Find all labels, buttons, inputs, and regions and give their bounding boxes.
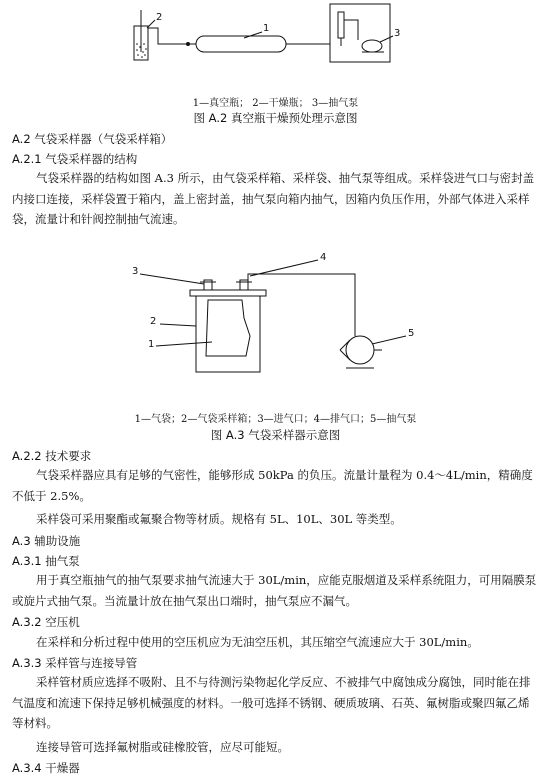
fig-a2-label-2: 2 [156,12,163,23]
pump-box [330,4,390,62]
section-a33-body2: 连接导管可选择氟树脂或硅橡胶管，应尽可能短。 [36,740,289,754]
sampling-box [196,296,260,372]
figure-a2-diagram [0,0,551,92]
sealing-lid [190,290,266,296]
figure-a3-title: 图 A.3 气袋采样器示意图 [210,428,341,442]
figure-a3-diagram [0,244,551,404]
figure-a3-legend: 1—气袋；2—气袋采样箱；3—进气口；4—排气口；5—抽气泵 [134,414,417,425]
section-a33-heading: A.3.3 采样管与连接导管 [12,656,138,670]
fig-a3-label-4: 4 [320,252,327,263]
section-a33-body1: 采样管材质应选择不吸附、且不与待测污染物起化学反应、不被排气中腐蚀成分腐蚀，同时能在排气温度和流速下保持足够机械强度的材料。一般可选择不锈钢、硬质玻璃、石英、氟树脂或聚四氟乙烯等材料。 [12,675,531,730]
pump-5 [346,336,374,364]
section-a3-heading: A.3 辅助设施 [12,534,81,548]
section-a31-heading: A.3.1 抽气泵 [12,554,80,568]
fig-a3-label-2: 2 [150,316,157,327]
section-a32-body: 在采样和分析过程中使用的空压机应为无油空压机，其压缩空气流速应大于 30L/min。 [36,635,479,649]
section-a22-heading: A.2.2 技术要求 [12,449,92,463]
fig-a3-label-1: 1 [148,339,155,350]
section-a2-heading: A.2 气袋采样器（气袋采样箱） [12,132,173,146]
figure-a2-legend: 1—真空瓶； 2—干燥瓶； 3—抽气泵 [192,98,359,109]
figure-a2-title: 图 A.2 真空瓶干燥预处理示意图 [193,111,358,125]
section-a34-heading: A.3.4 干燥器 [12,761,80,775]
gas-bag [206,300,250,356]
section-a22-p2: 采样袋可采用聚酯或氟聚合物等材质。规格有 5L、10L、30L 等类型。 [36,512,402,526]
section-a31-body: 用于真空瓶抽气的抽气泵要求抽气流速大于 30L/min，应能克服烟道及采样系统阻力，可用隔膜泵或旋片式抽气泵。当流量计放在抽气泵出口端时，抽气泵应不漏气。 [12,573,537,608]
section-a21-body: 气袋采样器的结构如图 A.3 所示，由气袋采样箱、采样袋、抽气泵等组成。采样袋进气口与密封盖内接口连接，采样袋置于箱内，盖上密封盖，抽气泵向箱内抽气，因箱内负压作用，外部气体进入采样袋，流量计和针阀控制抽气流速。 [12,171,535,226]
fig-a3-label-5: 5 [408,328,415,339]
vacuum-bottle [196,36,286,52]
section-a22-p1: 气袋采样器应具有足够的气密性，能够形成 50kPa 的负压。流量计量程为 0.4～4L/min，精确度不低于 2.5%。 [12,468,533,503]
section-a32-heading: A.3.2 空压机 [12,615,80,629]
fig-a3-label-3: 3 [132,266,139,277]
fig-a2-label-3: 3 [394,28,401,39]
fig-a2-label-1: 1 [263,23,270,34]
section-a21-heading: A.2.1 气袋采样器的结构 [12,152,138,166]
vacuum-pump [362,40,382,52]
